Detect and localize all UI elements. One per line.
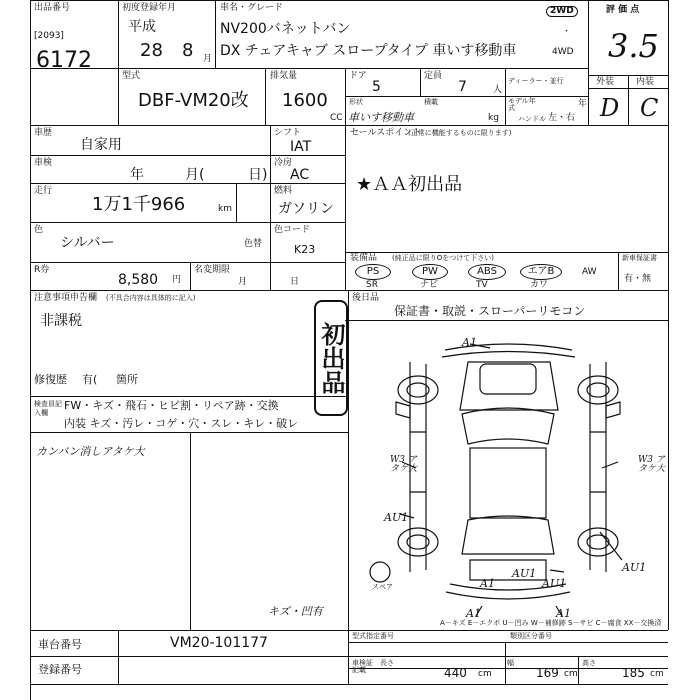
equipment-label: 装備品 [350,253,378,263]
tire-note: キズ・凹有 [268,605,323,618]
model-year-label: モデル年式 [508,97,536,112]
repair-value: 有( [82,373,98,386]
handle-value: 左・右 [548,113,576,123]
shift-value: IAT [290,139,312,155]
reg-month: 8 [182,40,194,61]
chassis-value: VM20-101177 [170,635,268,651]
model-designation-label: 型式指定番号 [352,632,394,640]
inspection-label: 車検 [34,158,53,168]
equip-tv: TV [476,280,488,290]
car-grade: DX チェアキャブ スロープタイプ 車いす移動車 [220,43,517,59]
mark-rear-au1-2: AU1 [542,577,567,590]
length-label: 長さ [380,659,394,667]
category-label: 類別区分番号 [510,632,552,640]
inspector-label: 検査員記入欄 [34,400,62,418]
exterior-grade: D [600,94,620,122]
damage-legend: A－キズ E－エクボ U－凹み W－補修跡 S－サビ C－腐食 XX－交換済 [440,619,662,627]
repair-label: 修復歴 [34,373,67,386]
drive-4wd: 4WD [552,47,574,57]
exterior-label: 外装 [596,77,615,87]
capacity-label: 定員 [424,71,443,81]
fuel-value: ガソリン [278,201,334,217]
shape-label: 形状 [349,98,363,106]
mark-front-a1: A1 [462,336,477,349]
first-reg-label: 初度登録年月 [122,3,177,13]
registration-label: 登録番号 [38,663,82,676]
warranty-label: 新車保証書 [622,254,657,262]
shift-label: シフト [274,128,302,138]
inspection-day: 日) [248,167,268,183]
load-unit: kg [488,113,499,123]
fw-row: FW・キズ・飛石・ヒビ割・リペア跡・交換 [64,399,279,412]
mark-rear-right-a1: A1 [556,607,571,620]
spare-label: スペア [372,583,393,591]
car-name: NV200バネットバン [220,21,351,37]
inspector-note: カンバン消しアタケ大 [36,445,145,458]
mileage-value: 1万1千966 [92,194,186,215]
mileage-unit: km [218,204,232,214]
color-change-label: 色替 [244,239,263,249]
points-text: ★ＡＡ初出品 [356,174,463,195]
doors-label: ドア [349,71,367,81]
equip-leather: カワ [530,280,549,290]
equip-aw: AW [582,267,597,277]
expiry-label: 名変期限 [194,265,231,275]
equip-navi: ナビ [420,280,439,290]
equipment-sub: (純正品に限りOをつけて下さい) [392,254,494,262]
mark-left-au1: AU1 [384,511,409,524]
load-label: 積載 [424,98,438,106]
mark-left-w3: W3 アタケ大 [390,455,418,474]
inspection-year: 年 [130,167,144,183]
interior-grade: C [640,94,659,122]
recycle-unit: 円 [172,275,182,285]
accessories-label: 後日品 [352,293,380,303]
expiry-day: 日 [290,277,300,287]
lot-number: 6172 [36,48,92,73]
chassis-label: 車台番号 [38,638,82,651]
color-code-label: 色コード [274,225,311,235]
width-value: 169 [536,666,559,680]
accessories-text: 保証書・取説・スローパーリモコン [394,304,586,318]
length-unit: cm [478,669,492,679]
color-label: 色 [34,225,44,235]
interior-row: 内装 キズ・汚レ・コゲ・穴・スレ・キレ・破レ [64,417,299,430]
interior-label: 内装 [636,77,655,87]
displacement-label: 排気量 [270,71,298,81]
inspection-month: 月( [185,167,205,183]
repair-unit: 箇所 [116,373,138,386]
equip-ps: PS [355,264,391,280]
equip-pw: PW [412,264,448,280]
dims-label: 車検証記載 [352,659,373,674]
equip-abs: ABS [468,264,506,280]
width-label: 幅 [507,659,514,667]
lot-label: 出品番号 [34,3,71,13]
mark-rear-au1: AU1 [512,567,537,580]
score-value: 3.5 [608,27,659,65]
mark-right-au1: AU1 [622,561,647,574]
model-value: DBF-VM20改 [138,90,249,111]
color-code-value: K23 [294,243,316,256]
capacity-value: 7 [458,79,467,95]
equip-sr: SR [366,280,378,290]
drive-2wd: 2WD [546,6,578,17]
displacement-value: 1600 [282,90,328,111]
points-label: セールスポイント [350,128,422,138]
dealer-label: ディーラー・並行 [508,77,564,85]
history-label: 車歴 [34,128,53,138]
mark-right-w3: W3 アタケ大 [638,455,666,474]
history-value: 自家用 [80,137,122,153]
first-listing-stamp: 初出品 [314,300,348,416]
capacity-unit: 人 [493,85,503,95]
notes-sub: (不具合内容は具体的に記入) [106,294,196,302]
color-value: シルバー [60,235,115,251]
notes-label: 注意事項申告欄 [34,293,98,303]
recycle-amount: 8,580 [118,272,159,288]
reg-month-unit: 月 [203,54,213,64]
model-label: 型式 [122,71,141,81]
expiry-month: 月 [238,277,248,287]
mark-rear-left-a1: A1 [466,607,481,620]
mileage-label: 走行 [34,186,53,196]
width-unit: cm [564,669,578,679]
cc-unit: CC [330,113,343,123]
aircon-label: 冷房 [274,158,293,168]
points-sub: (正常に機能するものに限ります) [408,129,512,137]
fuel-label: 燃料 [274,186,293,196]
handle-label: ハンドル [518,115,546,123]
notes-value: 非課税 [40,313,82,329]
length-value: 440 [444,666,467,680]
drive-dot: ・ [562,27,572,37]
recycle-label: R券 [34,265,50,275]
warranty-value: 有・無 [624,274,652,284]
height-value: 185 [622,666,645,680]
height-unit: cm [650,669,664,679]
reg-year: 28 [140,40,163,61]
aircon-value: AC [290,167,310,183]
score-label: 評 価 点 [606,5,640,15]
model-year-unit: 年 [578,99,588,109]
lot-prefix: [2093] [34,31,64,41]
shape-value: 車いす移動車 [348,111,414,124]
name-grade-label: 車名・グレード [220,3,284,13]
doors-value: 5 [372,79,381,95]
reg-era: 平成 [128,19,156,35]
height-label: 高さ [582,659,596,667]
equip-airbag: エアB [520,264,562,280]
mark-rear-a1: A1 [480,577,495,590]
